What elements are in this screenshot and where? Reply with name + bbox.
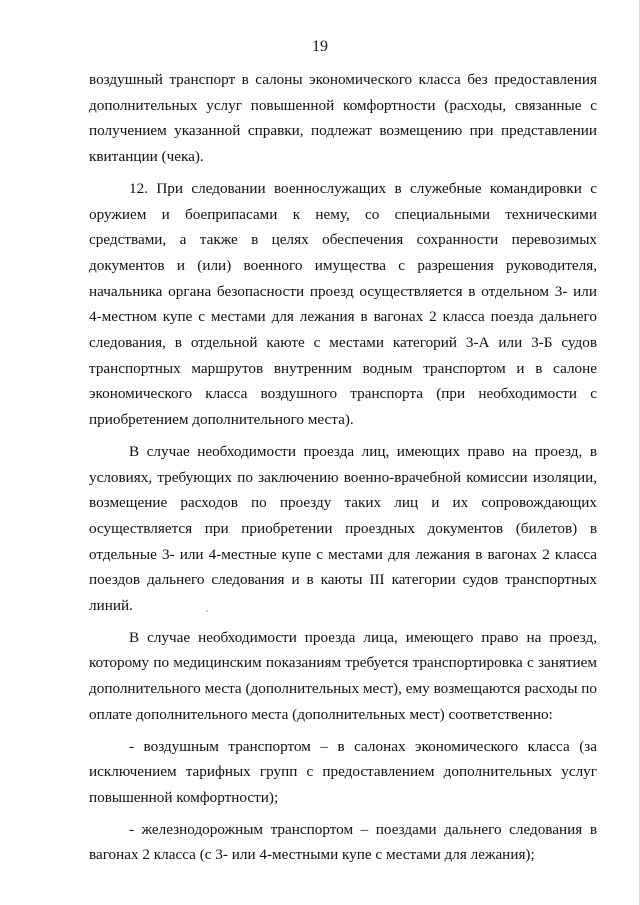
- list-item-rail-transport: - железнодорожным транспортом – поездами дальнего следования в вагонах 2 класса (с 3- или 4-местными купе с местами для лежания);: [89, 820, 597, 864]
- scan-speck: [206, 610, 208, 612]
- paragraph-continuation: воздушный транспорт в салоны экономического класса без предоставления дополнительных услуг повышенной комфортности (расходы, связанные с получением указанной справки, подлежат возмещению при представлении квитанции (чека).: [89, 71, 597, 166]
- page-number: 19: [312, 38, 328, 55]
- paragraph-item-12: 12. При следовании военнослужащих в служебные командировки с оружием и боеприпасами к нему, со специальными техническими средствами, а также в целях обеспечения сохранности перевозимых документов и (или) военного имущества с разрешения руководителя, начальника органа безопасности проезд осуществляется в отдельном 3- или 4-местном купе с местами для лежания в вагонах 2 класса поезда дальнего следования, в отдельной каюте с местами категорий 3-А или 3-Б судов транспортных маршрутов внутренним водным транспортом и в салоне экономического класса воздушного транспорта (при необходимости с приобретением дополнительного места).: [89, 179, 597, 429]
- paragraph-additional-seat: В случае необходимости проезда лица, имеющего право на проезд, которому по медицинским показаниям требуется транспортировка с занятием дополнительного места (дополнительных мест), ему возмещаются расходы по оплате дополнительного места (дополнительных мест) соответственно:: [89, 628, 597, 723]
- paragraph-isolation: В случае необходимости проезда лиц, имеющих право на проезд, в условиях, требующих по заключению военно-врачебной комиссии изоляции, возмещение расходов по проезду таких лиц и их сопровождающих осуществляется при приобретении проездных документов (билетов) в отдельные 3- или 4-местные купе с местами для лежания в вагонах 2 класса поездов дальнего следования и в каюты III категории судов транспортных линий.: [89, 442, 597, 615]
- document-body: [89, 67, 597, 868]
- list-item-air-transport: - воздушным транспортом – в салонах экономического класса (за исключением тарифных групп с предоставлением дополнительных услуг повышенной комфортности);: [89, 737, 597, 806]
